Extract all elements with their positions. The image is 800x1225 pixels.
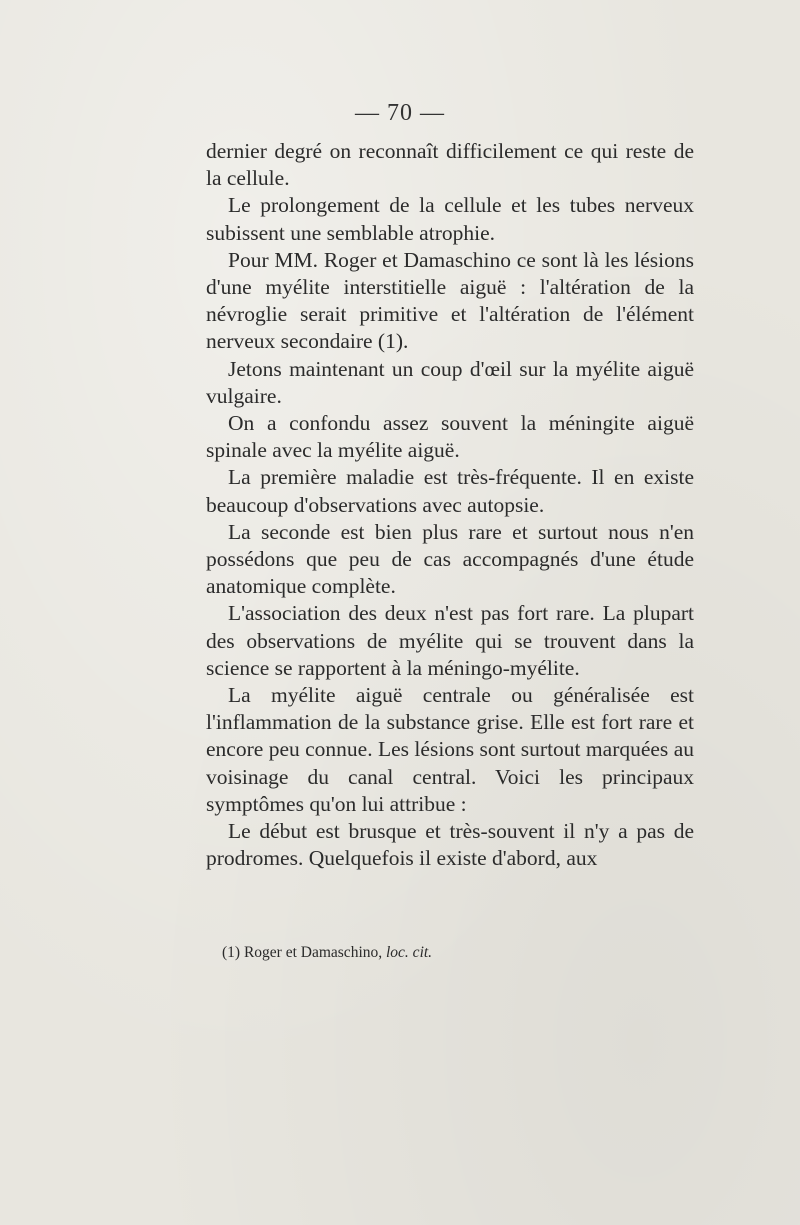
paragraph: La première maladie est très-fréquente. Il en existe beaucoup d'observations avec autopsie. — [206, 465, 694, 517]
footnote-citation: loc. cit. — [386, 944, 433, 961]
footnote-authors: Roger et Damaschino, — [243, 944, 383, 961]
paragraph: Jetons maintenant un coup d'œil sur la myélite aiguë vulgaire. — [206, 356, 694, 408]
footnote-marker: (1) — [222, 944, 241, 961]
paragraph: On a confondu assez souvent la méningite aiguë spinale avec la myélite aiguë. — [206, 411, 694, 463]
paragraph: L'association des deux n'est pas fort rare. La plupart des observations de myélite qui se trouvent dans la science se rapportent à la méningo-myélite. — [206, 601, 694, 680]
footnote — [222, 944, 692, 962]
paragraph: La seconde est bien plus rare et surtout nous n'en possédons que peu de cas accompagnés d'une étude anatomique complète. — [206, 519, 694, 599]
paragraph: Pour MM. Roger et Damaschino ce sont là les lésions d'une myélite interstitielle aiguë : l'altération de la névroglie serait primitive et l'altération de l'élément nerveux secondaire (1). — [206, 247, 694, 354]
paragraph: Le prolongement de la cellule et les tubes nerveux subissent une semblable atrophie. — [206, 193, 694, 245]
paragraph: dernier degré on reconnaît difficilement ce qui reste de la cellule. — [206, 139, 694, 191]
page-number: — 70 — — [355, 100, 445, 126]
paragraph: Le début est brusque et très-souvent il n'y a pas de prodromes. Quelquefois il existe d'abord, aux — [206, 819, 694, 871]
body-text — [206, 138, 694, 872]
paragraph: La myélite aiguë centrale ou généralisée est l'inflammation de la substance grise. Elle est fort rare et encore peu connue. Les lésions sont surtout marquées au voisinage du canal central. Voici les principaux symptômes qu'on lui attribue : — [206, 683, 694, 816]
